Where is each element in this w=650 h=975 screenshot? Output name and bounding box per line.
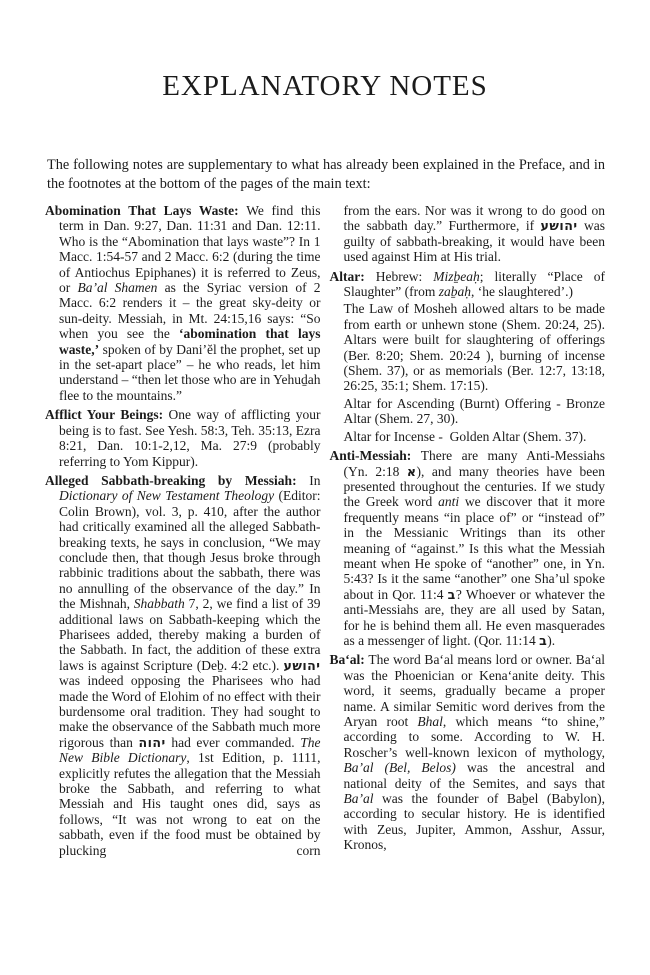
bold-text: Alleged Sabbath-breaking by Messiah:: [45, 472, 310, 488]
hebrew-word: יהוה: [138, 734, 166, 750]
hebrew-word: ב: [539, 632, 548, 648]
italic-text: zaḇaḥ: [438, 284, 471, 300]
text-run: as the Syriac version of 2 Macc. 6:2 renders it – the great sky-deity or sun-deity. Messiah, in Mt. 24:15,16 says: “So when you see the: [59, 280, 321, 342]
hebrew-word: יהושע: [283, 657, 321, 673]
italic-text: Dictionary of New Testament Theology: [59, 488, 275, 504]
bold-text: Altar:: [329, 268, 376, 284]
text-run: was indeed opposing the Pharisees who had made the Word of Elohim of no effect with their burdensome oral tradition. They had sought to make the observance of the Sabbath much more rigorous than: [59, 673, 321, 750]
text-run: we discover that it more frequently means “in place of” or “instead of” in the Messianic Writings than its other meaning of “against.” Is this what the Messiah meant when He spoke of “another” one, in Yn. 5:43? Is it the same “another” one Sha’ul spoke about in Qor.: [343, 494, 605, 602]
text-run: , which means “to shine,” according to some. According to W. H. Roscher’s well-known lexicon of mythology,: [343, 714, 605, 760]
note-paragraph: [330, 429, 606, 444]
text-run: was guilty of sabbath-breaking, it would have been used against Him at His trial.: [343, 218, 605, 265]
note-entry-altar: [330, 269, 606, 300]
note-entry-afflict-your-beings: [45, 407, 321, 469]
hebrew-word: א: [406, 463, 417, 479]
text-run: was the ancestral and national deity of the Semites, and says that: [343, 760, 606, 791]
hebrew-word: יהושע: [540, 218, 578, 234]
text-run: One way of afflicting your being is to fast. See Yesh. 58:3, Teh. 35:13, Ezra 8:21, Dan. 10:1-2,12, Ma. 27:9 (probably referring to Yom Kippur).: [59, 407, 321, 469]
text-run: had ever commanded.: [165, 734, 301, 750]
italic-text: The New Bible Dictionary: [59, 734, 321, 766]
italic-text: Shabbath: [133, 596, 185, 612]
text-run: 11:14).: [505, 632, 556, 648]
italic-text: anti: [438, 494, 460, 510]
hebrew-word: ב: [447, 586, 456, 602]
bold-text: Anti-Messiah:: [329, 448, 421, 464]
text-run: Altar for Incense - Golden Altar (Shem. 37).: [343, 428, 587, 444]
text-run: , 1st Edition, p. 1111, explicitly refutes the allegation that the Messiah broke the Sabbath, and referring to what Messiah and His taught ones did, says as follows, “It was not wrong to eat on the sabbath, even if the food must be obtained by plucking corn: [59, 750, 321, 858]
text-run: 7, 2, we find a list of 39 additional laws on Sabbath-keeping which the Pharisees added, thereby making a burden of the Sabbath. In fact, the addition of these extra laws is against Scripture (Deḇ. 4:2 etc.).: [59, 596, 321, 673]
bold-text: Ba‘al:: [329, 652, 369, 668]
text-run: (Editor: Colin Brown), vol. 3, p. 410, after the author had critically examined all the alleged Sabbath-breaking texts, he says in conclusion, “We may conclude then, that though Jesus broke through rabbinic traditions about the sabbath, there was no annulling of the observance of the day.” In the Mishnah,: [59, 488, 321, 612]
column-left: [45, 203, 321, 858]
bold-text: Afflict Your Beings:: [45, 407, 169, 423]
bold-text: ‘abomination that lays waste,’: [59, 326, 321, 357]
text-run: The word Ba‘al means lord or owner. Ba‘al was the Phoenician or Kena‘anite deity. This word, it seems, gradually became a proper name. A similar Semitic word derives from the Aryan root: [343, 652, 605, 729]
column-right: [330, 203, 606, 858]
italic-text: Ba’al Shamen: [77, 280, 158, 296]
text-run: Hebrew:: [375, 268, 434, 284]
intro-paragraph: The following notes are supplementary to what has already been explained in the Preface, and in the footnotes at the bottom of the pages of the main text:: [47, 157, 605, 192]
note-paragraph: [330, 301, 606, 393]
text-run: , ‘he slaughtered’.): [470, 284, 573, 300]
text-run: from the ears. Nor was it wrong to do good on the sabbath day.” Furthermore, if: [343, 203, 605, 234]
text-run: spoken of by Dani’ĕl the prophet, set up in the set-apart place” – he who reads, let him understand – “then let those who are in Yehuḏah flee to the mountains.”: [59, 341, 321, 403]
text-run: Altar for Ascending (Burnt) Offering - Bronze Altar (Shem. 27, 30).: [343, 395, 605, 427]
notes-columns: [45, 203, 605, 858]
note-entry-alleged-sabbath-breaking-by-messiah: [45, 473, 321, 858]
text-run: ; literally “Place of Slaughter” (from: [343, 268, 605, 300]
italic-text: Ba’al (Bel, Belos): [343, 760, 456, 776]
page-title: EXPLANATORY NOTES: [162, 70, 488, 102]
text-run: The Law of Mosheh allowed altars to be made from earth or unhewn stone (Shem. 20:24, 25). Altars were built for slaughtering of offerings (Ber. 8:20; Shem. 20:24 ), burning of incense (Shem. 37), or as memorials (Ber. 12:7, 13:18, 26:25, 35:1; Shem. 17:15).: [343, 301, 605, 394]
bold-text: Abomination That Lays Waste:: [45, 203, 247, 218]
note-entry-anti-messiah: [330, 448, 606, 648]
text-run: 11:4? Whoever or whatever the anti-Messiahs are, they are all used by Satan, for he is behind them all. He even masquerades as a messenger of light. (Qor.: [343, 586, 606, 648]
note-entry-ba-al: [330, 652, 606, 852]
text-run: In: [309, 472, 321, 488]
italic-text: Ba’al: [343, 791, 374, 807]
note-paragraph: [330, 396, 606, 427]
note-paragraph: [330, 203, 606, 265]
text-run: There are many Anti-Messiahs (Yn.: [343, 448, 605, 479]
text-run: was the founder of Baḇel (Babylon), according to secular history. He is identified with Zeus, Jupiter, Ammon, Asshur, Assur, Kronos,: [343, 791, 605, 853]
italic-text: Bhal: [417, 714, 443, 729]
text-run: We find this term in Dan. 9:27, Dan. 11:31 and Dan. 12:11. Who is the “Abomination that lays waste”? In 1 Macc. 1:54-57 and 2 Macc. 6:2 (during the time of Antiochus Epiphanes) it is referred to Zeus, or: [59, 203, 321, 296]
italic-text: Mizḇeaḥ: [433, 268, 480, 284]
text-run: 2:18), and many theories have been presented throughout the centuries. If we study the Greek word: [343, 463, 606, 510]
note-entry-abomination-that-lays-waste: [45, 203, 321, 403]
